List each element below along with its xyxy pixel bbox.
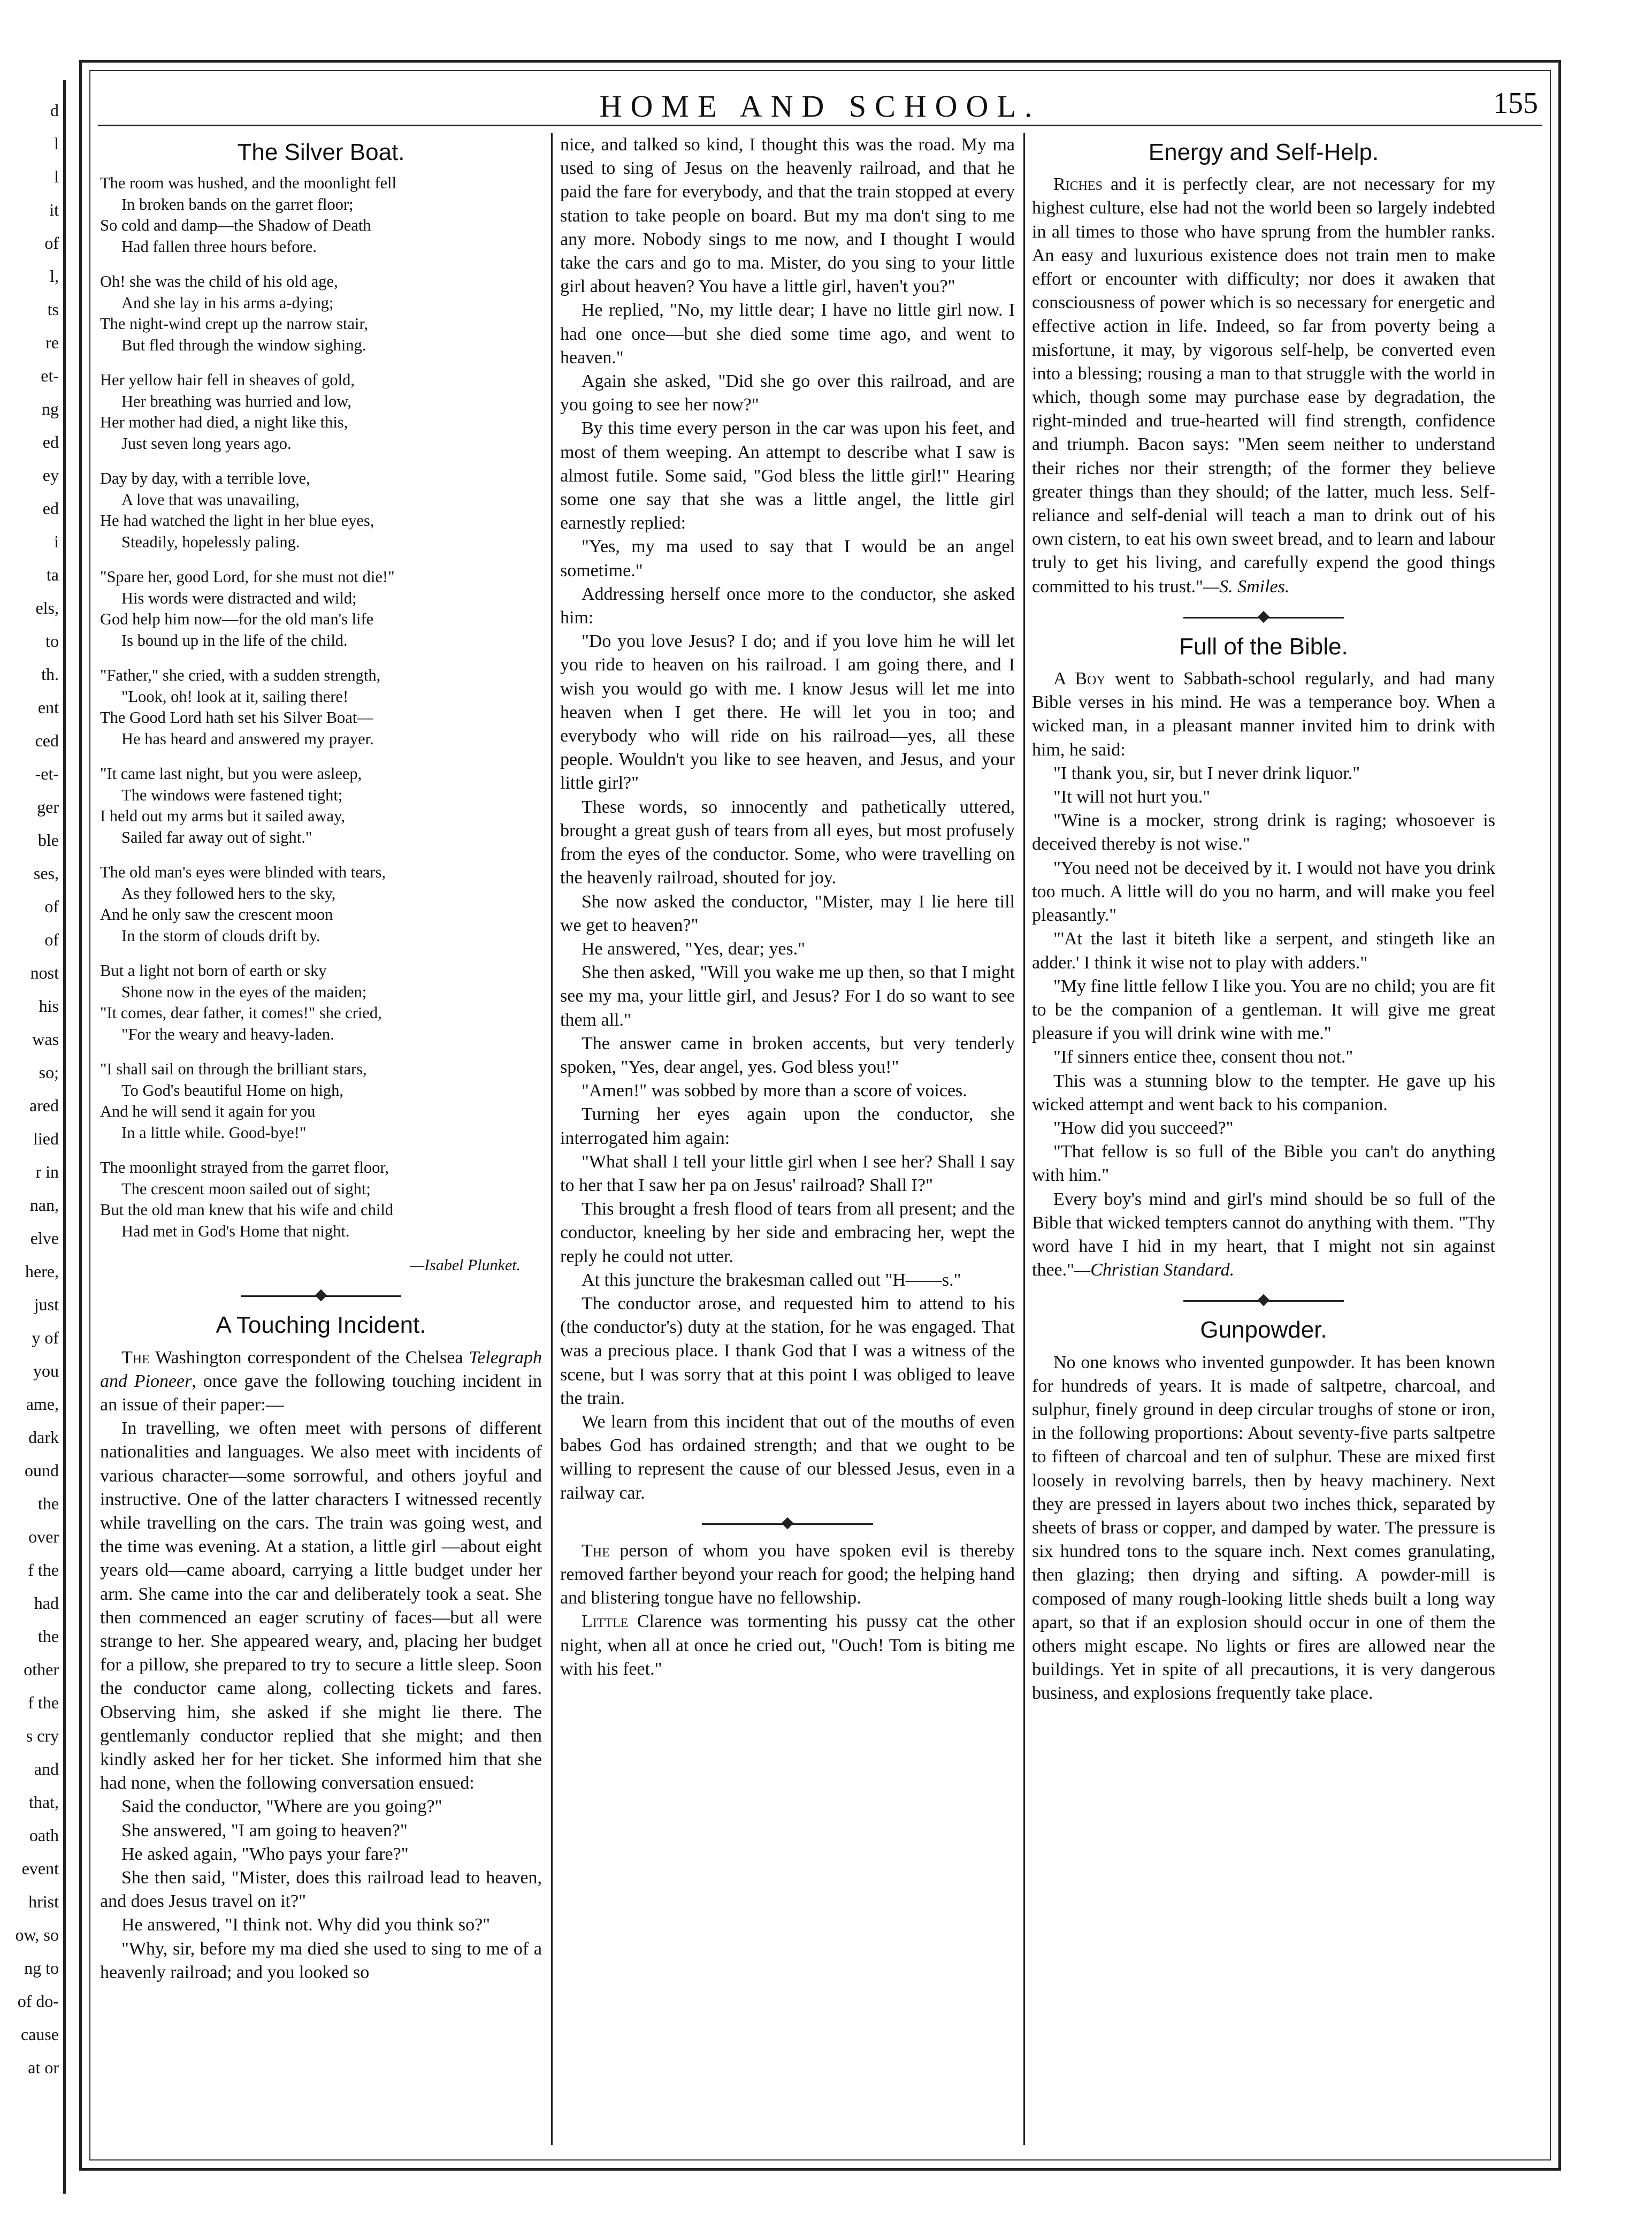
previous-page-word: -et- [35, 764, 59, 783]
previous-page-word: ced [35, 731, 59, 750]
page-header [82, 77, 1558, 124]
poem-line: He had watched the light in her blue eyes, [100, 511, 374, 530]
energy-signature: —S. Smiles. [1203, 576, 1290, 597]
evil-speaking-paragraph [560, 1539, 1015, 1610]
touching-incident-title: A Touching Incident. [216, 1312, 426, 1339]
previous-page-word: of do- [17, 1991, 59, 2011]
poem-line: "Look, oh! look at it, sailing there! [121, 687, 349, 706]
previous-page-word: ared [29, 1096, 59, 1115]
previous-page-word: i [54, 532, 59, 551]
poem-line: Day by day, with a terrible love, [100, 469, 310, 488]
poem-line: And he only saw the crescent moon [100, 905, 333, 924]
bible-first-paragraph [1032, 667, 1495, 762]
poem-line: "For the weary and heavy-laden. [121, 1025, 334, 1043]
incident-paragraph: "Why, sir, before my ma died she used to sing to me of a heavenly railroad; and you looked so [100, 1938, 542, 1982]
previous-page-word: here, [25, 1262, 59, 1281]
previous-page-word: lied [33, 1129, 59, 1148]
bible-last-text: Every boy's mind and girl's mind should be so full of the Bible that wicked tempters cannot do anything with them. "Thy word have I hid in my heart, that I might not sin against thee." [1032, 1189, 1495, 1280]
incident-paragraph: "Yes, my ma used to say that I would be an angel sometime." [560, 537, 1015, 581]
previous-page-word: the [37, 1494, 59, 1513]
incident-paragraph: "Do you love Jesus? I do; and if you love him he will let you ride to heaven on his railroad. I am going there, and I wish you would go with me. I know Jesus will let me into heaven when I get there. He will let you in too; and everybody who will ride on his railroad—yes, all these people. Wouldn't you like to see heaven, and Jesus, and your little girl?" [560, 631, 1015, 793]
previous-page-word: hrist [28, 1892, 59, 1911]
incident-paragraph: These words, so innocently and pathetically uttered, brought a great gush of tears from all eyes, but most profusely from the eyes of the conductor. Some, who were travelling on the heavenly railroad, shouted for joy. [560, 797, 1015, 888]
previous-page-word: y of [32, 1328, 59, 1347]
previous-page-word: of [44, 233, 59, 253]
poem-line: But the old man knew that his wife and child [100, 1201, 394, 1219]
previous-page-word: d [50, 101, 59, 120]
previous-page-word: event [21, 1859, 59, 1878]
poem-stanza [100, 173, 542, 257]
incident-paragraph: He asked again, "Who pays your fare?" [121, 1844, 409, 1864]
energy-paragraph [1032, 173, 1495, 599]
bible-first-text: went to Sabbath-school regularly, and had many Bible verses in his mind. He was a temperance boy. When a wicked man, in a pleasant manner invited him to drink with him, he said: [1032, 669, 1495, 760]
incident-paragraph: Turning her eyes again upon the conductor, she interrogated him again: [560, 1104, 1015, 1148]
previous-page-word: at or [28, 2058, 59, 2077]
incident-paragraph: She answered, "I am going to heaven?" [121, 1820, 408, 1841]
gunpowder-title: Gunpowder. [1200, 1317, 1327, 1343]
bible-title: Full of the Bible. [1179, 633, 1348, 660]
incident-paragraph: We learn from this incident that out of the mouths of even babes God has ordained strength; and that we ought to be willing to represent the cause of our blessed Jesus, even in a railway car. [560, 1411, 1015, 1503]
previous-page-word: nost [30, 963, 59, 982]
previous-page-fragment [0, 80, 66, 2194]
poem-line: "I shall sail on through the brilliant stars, [100, 1060, 367, 1079]
poem-line: Her mother had died, a night like this, [100, 413, 348, 432]
bible-paragraph: "Wine is a mocker, strong drink is raging; whosoever is deceived thereby is not wise." [1032, 811, 1495, 854]
previous-page-word: was [32, 1029, 59, 1049]
poem-stanza [100, 567, 542, 651]
poem-line: So cold and damp—the Shadow of Death [100, 216, 371, 235]
previous-page-word: you [33, 1361, 59, 1380]
incident-paragraph: "What shall I tell your little girl when I see her? Shall I say to her that I saw her pa on Jesus' railroad? Shall I?" [560, 1151, 1015, 1195]
incident-intro-paragraph [100, 1346, 542, 1417]
previous-page-word: of [44, 897, 59, 916]
poem-stanza [100, 764, 542, 848]
incident-paragraph: "Amen!" was sobbed by more than a score of voices. [582, 1081, 967, 1101]
section-divider [702, 1513, 873, 1534]
poem-line: Is bound up in the life of the child. [121, 631, 348, 650]
poem-line: And he will send it again for you [100, 1102, 316, 1121]
incident-intro-b: , once gave the following touching incident in an issue of their paper:— [100, 1371, 542, 1415]
previous-page-word: f the [28, 1560, 59, 1579]
previous-page-word: ger [37, 797, 59, 816]
incident-paragraph: By this time every person in the car was upon his feet, and most of them weeping. An attempt to describe what I saw is almost futile. Some said, "God bless the little girl!" Hearing some one say that she was a little angel, the little girl earnestly replied: [560, 418, 1015, 533]
page-number: 155 [1493, 87, 1538, 120]
poem-line: "It came last night, but you were asleep, [100, 765, 362, 783]
poem-line: His words were distracted and wild; [121, 589, 357, 607]
incident-paragraph: Addressing herself once more to the conductor, she asked him: [560, 584, 1015, 628]
poem-line: As they followed hers to the sky, [121, 884, 336, 903]
poem-line: The Good Lord hath set his Silver Boat— [100, 708, 373, 727]
poem-line: Oh! she was the child of his old age, [100, 272, 338, 291]
poem-attribution: —Isabel Plunket. [410, 1256, 521, 1274]
previous-page-word: ent [37, 698, 59, 717]
previous-page-word: just [34, 1295, 59, 1314]
previous-page-word: cause [20, 2025, 59, 2044]
previous-page-word: to [45, 631, 59, 651]
poem-line: The room was hushed, and the moonlight fell [100, 174, 396, 193]
poem-stanza [100, 862, 542, 946]
clarence-lead-word: Little [582, 1612, 629, 1632]
poem-line: Steadily, hopelessly paling. [121, 532, 300, 551]
previous-page-word: ta [46, 565, 59, 584]
poem-line: And she lay in his arms a-dying; [121, 293, 334, 312]
gunpowder-paragraph: No one knows who invented gunpowder. It has been known for hundreds of years. It is made of saltpetre, charcoal, and sulphur, finely ground in deep circular troughs of stone or iron, in the following proportions: About seventy-five parts saltpetre to fifteen of charcoal and ten of sulphur. These are mixed first loosely in revolving barrels, then by heavy machinery. Next they are pressed in layers about two inches thick, separated by sheets of brass or copper, and damped by water. The pressure is six hundred tons to the square inch. Next comes granulating, then glazing; then drying and sifting. A powder-mill is composed of many rough-looking little sheds built a long way apart, so that if an explosion should occur in one of them the others might escape. No lights or fires are allowed near the buildings. Yet in spite of all precautions, it is very dangerous business, and explosions frequently take place. [1032, 1352, 1495, 1704]
incident-intro-a: Washington correspondent of the Chelsea [149, 1347, 469, 1368]
poem-line: Her breathing was hurried and low, [121, 392, 351, 410]
bible-paragraphs [1032, 762, 1495, 1188]
previous-page-word: had [34, 1593, 59, 1613]
clarence-paragraph [560, 1610, 1015, 1681]
energy-lead-word: Riches [1053, 174, 1103, 195]
previous-page-word: nan, [29, 1195, 59, 1215]
incident-paragraph: He answered, "I think not. Why did you think so?" [121, 1915, 491, 1935]
bible-paragraph: "How did you succeed?" [1053, 1118, 1234, 1138]
poem-line: To God's beautiful Home on high, [121, 1081, 344, 1100]
silver-boat-poem [100, 173, 542, 1242]
previous-page-word: th. [41, 665, 59, 684]
poem-stanza [100, 960, 542, 1045]
bible-lead-word: A Boy [1053, 669, 1106, 689]
poem-line: Her yellow hair fell in sheaves of gold, [100, 371, 355, 390]
energy-title: Energy and Self-Help. [1148, 139, 1379, 165]
poem-stanza [100, 370, 542, 454]
poem-line: A love that was unavailing, [121, 490, 300, 509]
incident-continuation: nice, and talked so kind, I thought this was the road. My ma used to sing of Jesus on the heavenly railroad, and that he paid the fare for everybody, and that the train stopped at every station to take people on board. But my ma don't sing to me any more. Nobody sings to me now, and I thought I would take the cars and go to ma. Mister, do you sing to your little girl about heaven? You have a little girl, haven't you?" [560, 135, 1015, 297]
poem-stanza [100, 665, 542, 750]
poem-line: In the storm of clouds drift by. [121, 926, 320, 945]
poem-stanza [100, 271, 542, 356]
previous-page-word: ed [42, 432, 59, 452]
previous-page-word: oath [29, 1826, 59, 1845]
poem-line: The moonlight strayed from the garret floor, [100, 1158, 389, 1177]
poem-line: "Spare her, good Lord, for she must not die!" [100, 568, 395, 586]
previous-page-word: l, [50, 266, 59, 286]
column-1 [100, 133, 542, 2145]
bible-paragraph: "You need not be deceived by it. I would not have you drink too much. A little will do you no harm, and will make you feel pleasantly." [1032, 858, 1495, 926]
poem-line: In a little while. Good-bye!" [121, 1123, 307, 1142]
previous-page-word: r in [35, 1162, 59, 1181]
previous-page-word: other [24, 1660, 59, 1679]
incident-paragraph: This brought a fresh flood of tears from all present; and the conductor, kneeling by her side and embracing her, wept the reply he could not utter. [560, 1199, 1015, 1266]
poem-stanza [100, 1059, 542, 1143]
previous-page-word: the [37, 1627, 59, 1646]
previous-page-word: ed [42, 499, 59, 518]
bible-paragraph: "If sinners entice thee, consent thou not." [1053, 1047, 1353, 1067]
previous-page-word: ound [25, 1461, 59, 1480]
previous-page-word: s cry [26, 1726, 59, 1745]
previous-page-word: l [54, 134, 59, 153]
poem-line: Sailed far away out of sight." [121, 828, 312, 846]
previous-page-word: his [39, 996, 59, 1016]
poem-line: Had fallen three hours before. [121, 237, 317, 256]
poem-line: The windows were fastened tight; [121, 785, 343, 804]
incident-paragraph: At this juncture the brakesman called out "H——s." [582, 1270, 961, 1290]
previous-page-word: re [45, 333, 59, 352]
previous-page-word: ow, so [15, 1925, 59, 1944]
previous-page-word: ts [47, 300, 59, 319]
previous-page-word: elve [30, 1228, 59, 1248]
section-divider [1183, 1289, 1344, 1311]
incident-paragraph: Said the conductor, "Where are you going?" [121, 1797, 442, 1817]
column-2 [560, 133, 1015, 2145]
page-frame [79, 60, 1561, 2171]
poem-line: But fled through the window sighing. [121, 335, 366, 354]
poem-line: The crescent moon sailed out of sight; [121, 1179, 371, 1198]
poem-line: In broken bands on the garret floor; [121, 195, 354, 213]
evil-lead-word: The [582, 1540, 610, 1561]
previous-page-word: els, [35, 598, 59, 617]
previous-page-word: ble [37, 830, 59, 850]
section-divider [241, 1285, 401, 1306]
poem-line: The night-wind crept up the narrow stair, [100, 315, 369, 333]
incident-paragraphs-col1 [100, 1417, 542, 1984]
incident-lead-word: The [121, 1347, 150, 1368]
bible-signature: —Christian Standard. [1074, 1260, 1235, 1280]
incident-paragraph: The answer came in broken accents, but very tenderly spoken, "Yes, dear angel, yes. God bless you!" [560, 1033, 1015, 1077]
incident-paragraph: He replied, "No, my little dear; I have no little girl now. I had one once—but she died some time ago, and went to heaven." [560, 300, 1015, 368]
bible-paragraph: "I thank you, sir, but I never drink liquor." [1053, 763, 1360, 783]
bible-paragraph: "It will not hurt you." [1053, 787, 1211, 807]
previous-page-word: so; [39, 1063, 59, 1082]
incident-paragraph: She now asked the conductor, "Mister, may I lie here till we get to heaven?" [560, 891, 1015, 935]
poem-line: The old man's eyes were blinded with tears, [100, 863, 386, 882]
previous-page-word: et- [41, 366, 59, 385]
evil-speaking-text: person of whom you have spoken evil is thereby removed farther beyond your reach for good; the helping hand and blistering tongue have no fellowship. [560, 1540, 1015, 1608]
bible-paragraph: "My fine little fellow I like you. You are no child; you are fit to be the companion of a gentleman. It will give me great pleasure if you will drink wine with me." [1032, 976, 1495, 1044]
column-rule-2 [1023, 133, 1025, 2145]
incident-paragraph: He answered, "Yes, dear; yes." [582, 938, 806, 959]
header-rule [98, 125, 1542, 126]
bible-paragraph: "That fellow is so full of the Bible you can't do anything with him." [1032, 1142, 1495, 1186]
poem-line: "Father," she cried, with a sudden strength, [100, 666, 381, 685]
previous-page-word: ng [42, 399, 59, 418]
incident-paragraph: The conductor arose, and requested him to attend to his (the conductor's) duty at the station, for he was engaged. That was a precious place. I thank God that I was a witness of the scene, but I was sorry that at this point I was obliged to leave the train. [560, 1293, 1015, 1408]
column-rule-1 [551, 133, 553, 2145]
newspaper-name: Telegraph and Pioneer [100, 1347, 542, 1391]
incident-paragraph: In travelling, we often meet with persons of different nationalities and languages. We also meet with incidents of various character—some sorrowful, and others joyful and instructive. One of the latter characters I witnessed recently while travelling on the cars. The train was going west, and the time was evening. At a station, a little girl —about eight years old—came aboard, carrying a little budget under her arm. She came into the car and deliberately took a seat. She then commenced an eager scrutiny of faces—but all were strange to her. She appeared weary, and, placing her budget for a pillow, she prepared to try to secure a little sleep. Soon the conductor came along, collecting tickets and fares. Observing him, she asked if she might lie there. The gentlemanly conductor replied that she might; and then kindly asked her for her ticket. She informed him that she had none, when the following conversation ensued: [100, 1418, 542, 1793]
previous-page-word: of [44, 930, 59, 949]
previous-page-word: ses, [33, 864, 59, 883]
poem-stanza [100, 468, 542, 553]
incident-paragraph: She then asked, "Will you wake me up then, so that I might see my ma, your little girl, and Jesus? For I do so want to see them all." [560, 963, 1015, 1030]
incident-paragraph: She then said, "Mister, does this railroad lead to heaven, and does Jesus travel on it?" [100, 1868, 542, 1912]
bible-paragraph: "'At the last it biteth like a serpent, and stingeth like an adder.' I think it wise not to play with adders." [1032, 929, 1495, 973]
previous-page-word: ame, [26, 1394, 59, 1414]
energy-text: and it is perfectly clear, are not necessary for my highest culture, else had not the world been so largely indebted in all times to those who have sprung from the humbler ranks. An easy and luxurious existence does not train men to make effort or encounter with difficulty; nor does it awaken that consciousness of power which is so necessary for energetic and effective action in life. Indeed, so far from poverty being a misfortune, it may, by vigorous self-help, be converted even into a blessing; rousing a man to that struggle with the world in which, though some may purchase ease by degradation, the right-minded and true-hearted will find strength, confidence and triumph. Bacon says: "Men seem neither to understand their riches nor their strength; of the former they believe greater things than they should; of the latter, much less. Self-reliance and self-denial will teach a man to drink out of his own cistern, to eat his own sweet bread, and to learn and labour truly to get his living, and carefully expend the good things committed to his trust." [1032, 174, 1495, 597]
poem-line: Just seven long years ago. [121, 434, 292, 453]
silver-boat-title: The Silver Boat. [237, 139, 405, 165]
poem-line: Had met in God's Home that night. [121, 1221, 350, 1240]
poem-line: I held out my arms but it sailed away, [100, 807, 345, 826]
previous-page-word: dark [28, 1427, 59, 1447]
previous-page-word: f the [28, 1693, 59, 1712]
incident-paragraph: Again she asked, "Did she go over this railroad, and are you going to see her now?" [560, 371, 1015, 415]
poem-line: "It comes, dear father, it comes!" she cried, [100, 1004, 382, 1022]
bible-paragraph: This was a stunning blow to the tempter. He gave up his wicked attempt and went back to his companion. [1032, 1071, 1495, 1114]
running-title: HOME AND SCHOOL. [599, 89, 1041, 124]
poem-line: He has heard and answered my prayer. [121, 729, 374, 748]
previous-page-word: l [54, 167, 59, 186]
previous-page-word: ng to [24, 1958, 59, 1978]
previous-page-word: that, [29, 1792, 59, 1812]
previous-page-word: it [49, 200, 59, 219]
poem-line: But a light not born of earth or sky [100, 961, 327, 980]
section-divider [1183, 606, 1344, 628]
previous-page-word: over [28, 1527, 59, 1546]
poem-line: God help him now—for the old man's life [100, 610, 374, 629]
incident-paragraphs-col2 [560, 299, 1015, 1505]
column-3 [1032, 133, 1495, 2145]
poem-stanza [100, 1157, 542, 1242]
poem-line: Shone now in the eyes of the maiden; [121, 982, 367, 1001]
previous-page-word: ey [42, 465, 59, 485]
bible-last-paragraph [1032, 1188, 1495, 1282]
clarence-text: Clarence was tormenting his pussy cat the other night, when all at once he cried out, "Ouch! Tom is biting me with his feet." [560, 1612, 1015, 1679]
previous-page-word: and [34, 1759, 59, 1778]
